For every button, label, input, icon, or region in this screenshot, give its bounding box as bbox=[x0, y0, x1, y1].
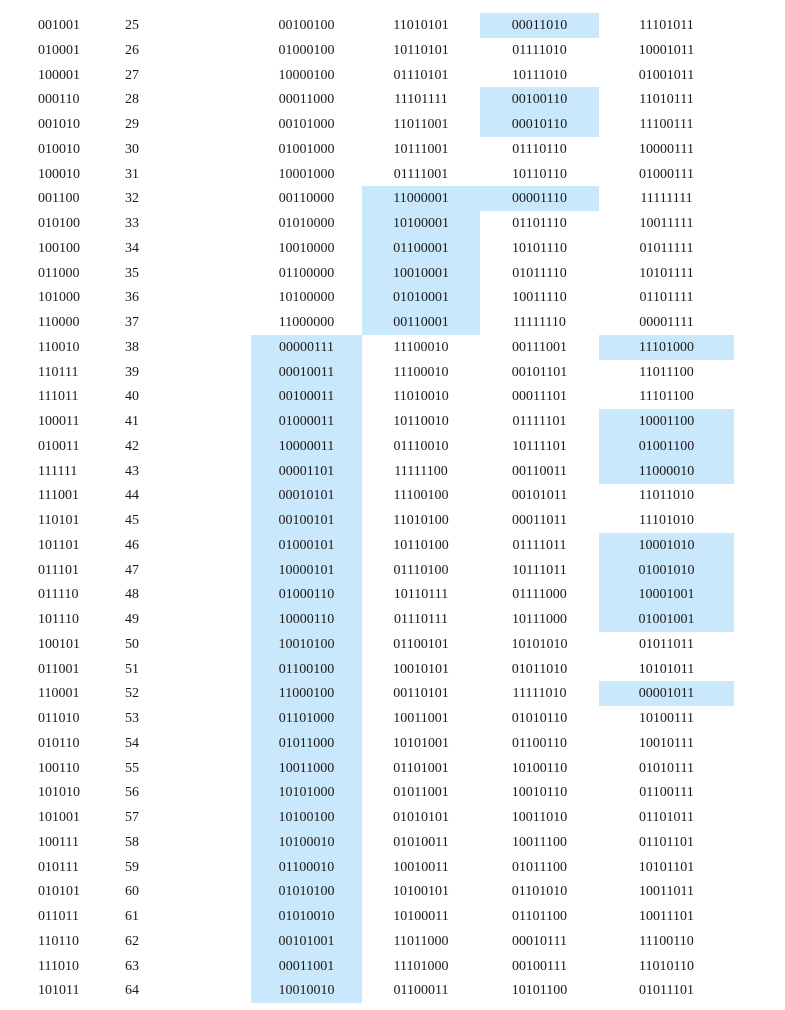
codeword-3-cell: 00001110 bbox=[480, 186, 599, 211]
code6-cell: 010111 bbox=[38, 859, 79, 875]
codeword-3-cell: 00010111 bbox=[512, 933, 567, 949]
codeword-3-cell: 01100110 bbox=[512, 735, 567, 751]
code6-cell: 101001 bbox=[38, 810, 80, 825]
index-cell: 38 bbox=[125, 339, 139, 355]
index-cell: 63 bbox=[125, 958, 139, 974]
code6-cell: 011001 bbox=[38, 661, 80, 677]
codeword-3-cell: 10111010 bbox=[512, 67, 567, 83]
codeword-2-cell: 11100100 bbox=[393, 488, 449, 504]
code6-cell: 100101 bbox=[38, 636, 80, 652]
code6-cell: 010100 bbox=[38, 216, 80, 231]
codeword-1-cell: 10100010 bbox=[251, 830, 362, 855]
codeword-2-cell: 10010011 bbox=[393, 859, 449, 875]
code6-cell: 011010 bbox=[38, 711, 80, 726]
codeword-4-cell: 10001100 bbox=[599, 409, 734, 434]
codeword-3-cell: 01101110 bbox=[512, 216, 567, 231]
codeword-3-cell: 10100110 bbox=[511, 760, 568, 776]
codeword-2-cell: 10101001 bbox=[393, 735, 449, 751]
index-cell: 46 bbox=[125, 537, 139, 553]
index-cell: 55 bbox=[125, 760, 139, 776]
index-cell: 29 bbox=[125, 117, 139, 132]
codeword-1-cell: 11000000 bbox=[278, 315, 335, 330]
codeword-4-cell: 11100111 bbox=[639, 117, 694, 132]
codeword-1-cell: 00101001 bbox=[251, 929, 362, 954]
codeword-2-cell: 10100101 bbox=[393, 884, 449, 900]
codeword-1-cell: 10100000 bbox=[278, 290, 335, 306]
codeword-3-cell: 00100110 bbox=[480, 87, 599, 112]
codeword-3-cell: 00110011 bbox=[512, 463, 567, 479]
codeword-3-cell: 01010110 bbox=[511, 711, 568, 726]
codeword-1-cell: 10010100 bbox=[251, 632, 362, 657]
codeword-4-cell: 10001001 bbox=[599, 582, 734, 607]
codeword-3-cell: 00101101 bbox=[511, 364, 568, 380]
codeword-3-cell: 00010110 bbox=[480, 112, 599, 137]
codeword-1-cell: 00000111 bbox=[251, 335, 362, 360]
codeword-1-cell: 00110000 bbox=[278, 191, 335, 207]
codeword-4-cell: 10101111 bbox=[639, 265, 694, 281]
codeword-2-cell: 11010010 bbox=[393, 389, 449, 405]
code6-cell: 101011 bbox=[38, 983, 80, 999]
codeword-1-cell: 00010011 bbox=[251, 360, 362, 385]
codeword-4-cell: 10011111 bbox=[639, 216, 694, 231]
codeword-1-cell: 00011001 bbox=[251, 954, 362, 979]
codeword-3-cell: 01110110 bbox=[512, 141, 567, 157]
codeword-1-cell: 01000011 bbox=[251, 409, 362, 434]
code6-cell: 100111 bbox=[38, 834, 79, 850]
codeword-4-cell: 10011011 bbox=[639, 884, 694, 900]
codeword-2-cell: 01010101 bbox=[393, 810, 449, 825]
index-cell: 41 bbox=[125, 414, 139, 429]
codeword-3-cell: 10011110 bbox=[512, 290, 567, 306]
codeword-3-cell: 11111110 bbox=[513, 315, 566, 330]
codeword-2-cell: 11000001 bbox=[362, 186, 480, 211]
codeword-1-cell: 01101000 bbox=[251, 706, 362, 731]
codeword-3-cell: 00111001 bbox=[512, 339, 567, 355]
code6-cell: 101101 bbox=[38, 537, 80, 553]
index-cell: 35 bbox=[125, 265, 139, 281]
codeword-1-cell: 00101000 bbox=[278, 117, 335, 132]
code6-cell: 100011 bbox=[38, 414, 80, 429]
index-cell: 58 bbox=[125, 834, 139, 850]
index-cell: 51 bbox=[125, 661, 139, 677]
codeword-1-cell: 00100100 bbox=[278, 18, 335, 33]
code6-cell: 010101 bbox=[38, 884, 80, 900]
codeword-1-cell: 01100010 bbox=[251, 855, 362, 880]
index-cell: 53 bbox=[125, 711, 139, 726]
codeword-1-cell: 10000011 bbox=[251, 434, 362, 459]
code6-cell: 110010 bbox=[38, 339, 80, 355]
codeword-2-cell: 00110001 bbox=[362, 310, 480, 335]
codeword-4-cell: 10001010 bbox=[599, 533, 734, 558]
codeword-2-cell: 10110111 bbox=[393, 587, 449, 603]
index-cell: 49 bbox=[125, 612, 139, 627]
codeword-1-cell: 00011000 bbox=[278, 92, 335, 108]
index-cell: 48 bbox=[125, 587, 139, 603]
index-cell: 59 bbox=[125, 859, 139, 875]
codeword-4-cell: 10001011 bbox=[638, 42, 695, 58]
index-cell: 45 bbox=[125, 513, 139, 528]
codeword-4-cell: 10100111 bbox=[639, 711, 694, 726]
codeword-1-cell: 01000110 bbox=[251, 582, 362, 607]
index-cell: 47 bbox=[125, 562, 139, 578]
codeword-4-cell: 01001011 bbox=[638, 67, 695, 83]
codeword-3-cell: 10101110 bbox=[512, 240, 567, 256]
codeword-1-cell: 10001000 bbox=[278, 166, 335, 182]
codeword-4-cell: 11011010 bbox=[639, 488, 694, 504]
code6-cell: 010001 bbox=[38, 42, 80, 58]
code6-cell: 100010 bbox=[38, 166, 80, 182]
codeword-2-cell: 11111100 bbox=[394, 463, 448, 479]
codeword-1-cell: 10010010 bbox=[251, 978, 362, 1003]
codeword-3-cell: 01111011 bbox=[512, 537, 567, 553]
codeword-2-cell: 01100011 bbox=[393, 983, 449, 999]
codeword-3-cell: 01011010 bbox=[511, 661, 568, 677]
index-cell: 33 bbox=[125, 216, 139, 231]
codeword-2-cell: 01110111 bbox=[394, 612, 448, 627]
codeword-3-cell: 11111010 bbox=[512, 686, 567, 702]
codeword-2-cell: 11100010 bbox=[393, 364, 449, 380]
codeword-1-cell: 10000100 bbox=[278, 67, 335, 83]
codeword-2-cell: 11010100 bbox=[393, 513, 449, 528]
codeword-2-cell: 10110010 bbox=[393, 414, 449, 429]
codeword-2-cell: 11011001 bbox=[393, 117, 449, 132]
index-cell: 31 bbox=[125, 166, 139, 182]
codeword-3-cell: 10011010 bbox=[511, 810, 568, 825]
codeword-2-cell: 10100001 bbox=[362, 211, 480, 236]
code6-cell: 110111 bbox=[38, 364, 79, 380]
code6-cell: 101010 bbox=[38, 785, 80, 801]
index-cell: 57 bbox=[125, 810, 139, 825]
codeword-2-cell: 10111001 bbox=[393, 141, 449, 157]
codeword-1-cell: 01000101 bbox=[251, 533, 362, 558]
codeword-4-cell: 01011101 bbox=[639, 983, 694, 999]
codeword-1-cell: 00100101 bbox=[251, 508, 362, 533]
codeword-3-cell: 00100111 bbox=[512, 958, 567, 974]
codeword-3-cell: 10101100 bbox=[511, 983, 568, 999]
index-cell: 56 bbox=[125, 785, 139, 801]
codeword-2-cell: 01111001 bbox=[393, 166, 449, 182]
codeword-1-cell: 10011000 bbox=[251, 756, 362, 781]
index-cell: 64 bbox=[125, 983, 139, 999]
codeword-2-cell: 11101000 bbox=[393, 958, 449, 974]
index-cell: 32 bbox=[125, 191, 139, 207]
codeword-3-cell: 01111101 bbox=[512, 414, 567, 429]
codeword-3-cell: 10111000 bbox=[512, 612, 567, 627]
codeword-1-cell: 10000101 bbox=[251, 558, 362, 583]
codeword-2-cell: 01100101 bbox=[393, 636, 449, 652]
codeword-4-cell: 11101010 bbox=[639, 513, 694, 528]
code6-cell: 011101 bbox=[38, 562, 79, 578]
code6-cell: 001001 bbox=[38, 18, 80, 33]
code6-cell: 110001 bbox=[38, 686, 80, 702]
index-cell: 44 bbox=[125, 488, 139, 504]
codeword-2-cell: 10010101 bbox=[393, 661, 449, 677]
code6-cell: 010110 bbox=[38, 735, 80, 751]
codeword-3-cell: 10101010 bbox=[511, 636, 568, 652]
codeword-3-cell: 10110110 bbox=[512, 166, 567, 182]
codeword-1-cell: 01010100 bbox=[251, 879, 362, 904]
index-cell: 27 bbox=[125, 67, 139, 83]
codeword-2-cell: 11010101 bbox=[393, 18, 449, 33]
code6-cell: 011110 bbox=[38, 587, 79, 603]
codeword-1-cell: 00001101 bbox=[251, 459, 362, 484]
codeword-1-cell: 01010010 bbox=[251, 904, 362, 929]
codeword-4-cell: 11101000 bbox=[599, 335, 734, 360]
code6-cell: 010010 bbox=[38, 141, 80, 157]
codeword-4-cell: 01100111 bbox=[639, 785, 694, 801]
code6-cell: 001100 bbox=[38, 191, 80, 207]
codeword-4-cell: 00001011 bbox=[599, 681, 734, 706]
index-cell: 43 bbox=[125, 463, 139, 479]
code6-cell: 000110 bbox=[38, 92, 80, 108]
code6-cell: 100110 bbox=[38, 760, 80, 776]
code6-cell: 100001 bbox=[38, 67, 80, 83]
index-cell: 34 bbox=[125, 240, 139, 256]
codeword-4-cell: 01001010 bbox=[599, 558, 734, 583]
codeword-1-cell: 01100000 bbox=[278, 265, 335, 281]
codeword-3-cell: 01011110 bbox=[512, 265, 567, 281]
codeword-3-cell: 01101100 bbox=[512, 909, 567, 924]
codeword-1-cell: 10100100 bbox=[251, 805, 362, 830]
codeword-1-cell: 01001000 bbox=[278, 141, 335, 157]
codeword-4-cell: 10000111 bbox=[639, 141, 694, 157]
codeword-1-cell: 01000100 bbox=[278, 42, 335, 58]
index-cell: 39 bbox=[125, 364, 139, 380]
codeword-4-cell: 01011011 bbox=[639, 636, 694, 652]
code6-cell: 110110 bbox=[38, 933, 79, 949]
codeword-1-cell: 00100011 bbox=[251, 384, 362, 409]
codeword-4-cell: 01000111 bbox=[639, 166, 694, 182]
code6-cell: 110101 bbox=[38, 513, 80, 528]
codeword-4-cell: 11010110 bbox=[639, 958, 694, 974]
codeword-3-cell: 10111011 bbox=[512, 562, 567, 578]
codeword-2-cell: 10010001 bbox=[362, 261, 480, 286]
codeword-3-cell: 10010110 bbox=[511, 785, 568, 801]
codeword-3-cell: 00011011 bbox=[512, 513, 567, 528]
codeword-3-cell: 10011100 bbox=[512, 834, 567, 850]
index-cell: 26 bbox=[125, 42, 139, 58]
codeword-1-cell: 10000110 bbox=[251, 607, 362, 632]
code6-cell: 111111 bbox=[38, 463, 78, 479]
codeword-4-cell: 01001001 bbox=[599, 607, 734, 632]
codeword-4-cell: 11000010 bbox=[599, 459, 734, 484]
codeword-1-cell: 00010101 bbox=[251, 483, 362, 508]
codeword-2-cell: 01010011 bbox=[393, 834, 449, 850]
codeword-1-cell: 01010000 bbox=[278, 216, 335, 231]
index-cell: 25 bbox=[125, 18, 139, 33]
index-cell: 60 bbox=[125, 884, 139, 900]
codeword-2-cell: 00110101 bbox=[393, 686, 449, 702]
codeword-4-cell: 11010111 bbox=[639, 92, 694, 108]
codeword-1-cell: 10010000 bbox=[278, 240, 335, 256]
codeword-4-cell: 11101100 bbox=[639, 389, 694, 405]
index-cell: 37 bbox=[125, 315, 139, 330]
codeword-2-cell: 11011000 bbox=[393, 933, 449, 949]
codeword-3-cell: 01101010 bbox=[511, 884, 568, 900]
codeword-2-cell: 01010001 bbox=[362, 285, 480, 310]
codeword-4-cell: 01011111 bbox=[639, 240, 694, 256]
codeword-3-cell: 00011010 bbox=[480, 13, 599, 38]
codeword-4-cell: 10011101 bbox=[639, 909, 694, 924]
code6-cell: 011011 bbox=[38, 909, 79, 924]
codeword-4-cell: 10101011 bbox=[638, 661, 695, 677]
codeword-2-cell: 10011001 bbox=[393, 711, 449, 726]
code6-cell: 111010 bbox=[38, 958, 79, 974]
codeword-1-cell: 10101000 bbox=[251, 780, 362, 805]
codeword-4-cell: 01010111 bbox=[639, 760, 694, 776]
codeword-4-cell: 01101101 bbox=[639, 834, 694, 850]
codeword-1-cell: 01100100 bbox=[251, 657, 362, 682]
codeword-4-cell: 10010111 bbox=[639, 735, 694, 751]
code6-cell: 111001 bbox=[38, 488, 79, 504]
codeword-4-cell: 01101111 bbox=[639, 290, 694, 306]
codeword-3-cell: 01111000 bbox=[512, 587, 567, 603]
codeword-4-cell: 11111111 bbox=[640, 191, 693, 207]
codeword-2-cell: 11100010 bbox=[393, 339, 449, 355]
index-cell: 62 bbox=[125, 933, 139, 949]
codeword-4-cell: 10101101 bbox=[638, 859, 695, 875]
code6-cell: 101110 bbox=[38, 612, 79, 627]
codeword-3-cell: 00101011 bbox=[511, 488, 568, 504]
codeword-3-cell: 10111101 bbox=[512, 438, 567, 454]
codeword-4-cell: 01101011 bbox=[639, 810, 694, 825]
codeword-4-cell: 01001100 bbox=[599, 434, 734, 459]
index-cell: 40 bbox=[125, 389, 139, 405]
codeword-1-cell: 01011000 bbox=[251, 731, 362, 756]
code6-cell: 111011 bbox=[38, 389, 79, 405]
code6-cell: 110000 bbox=[38, 315, 80, 330]
codeword-4-cell: 11011100 bbox=[639, 364, 694, 380]
codeword-2-cell: 01110101 bbox=[393, 67, 449, 83]
codeword-2-cell: 10100011 bbox=[393, 909, 449, 924]
index-cell: 28 bbox=[125, 92, 139, 108]
codeword-4-cell: 00001111 bbox=[639, 315, 694, 330]
codeword-2-cell: 10110100 bbox=[393, 537, 449, 553]
code6-cell: 100100 bbox=[38, 240, 80, 256]
index-cell: 50 bbox=[125, 636, 139, 652]
index-cell: 30 bbox=[125, 141, 139, 157]
codeword-4-cell: 11101011 bbox=[639, 18, 694, 33]
code6-cell: 011000 bbox=[38, 265, 80, 281]
code6-cell: 101000 bbox=[38, 290, 80, 306]
code6-cell: 010011 bbox=[38, 438, 80, 454]
code6-cell: 001010 bbox=[38, 117, 80, 132]
codeword-2-cell: 10110101 bbox=[393, 42, 449, 58]
codeword-4-cell: 11100110 bbox=[639, 933, 694, 949]
codeword-2-cell: 01101001 bbox=[393, 760, 449, 776]
index-cell: 36 bbox=[125, 290, 139, 306]
codeword-2-cell: 01011001 bbox=[393, 785, 449, 801]
index-cell: 54 bbox=[125, 735, 139, 751]
codeword-2-cell: 01100001 bbox=[362, 236, 480, 261]
index-cell: 42 bbox=[125, 438, 139, 454]
codeword-3-cell: 01011100 bbox=[512, 859, 567, 875]
index-cell: 61 bbox=[125, 909, 139, 924]
codeword-3-cell: 01111010 bbox=[512, 42, 567, 58]
codeword-1-cell: 11000100 bbox=[251, 681, 362, 706]
index-cell: 52 bbox=[125, 686, 139, 702]
codeword-2-cell: 11101111 bbox=[394, 92, 448, 108]
codeword-2-cell: 01110010 bbox=[393, 438, 449, 454]
codeword-3-cell: 00011101 bbox=[512, 389, 567, 405]
codeword-2-cell: 01110100 bbox=[393, 562, 449, 578]
